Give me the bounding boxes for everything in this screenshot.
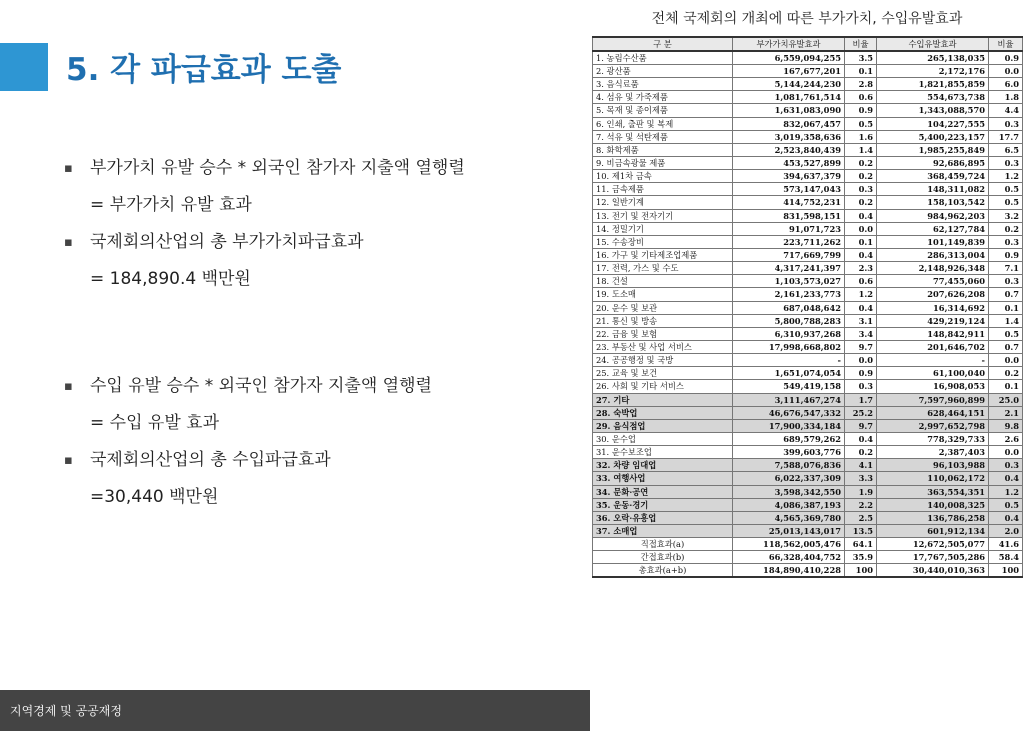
cell-import-ratio: 4.4 [989,104,1023,117]
bullet-total-value-added-amount: = 184,890.4 백만원 [90,269,251,289]
cell-category: 36. 오락·유흥업 [593,511,733,524]
cell-import: 148,842,911 [877,327,989,340]
cell-value-added: 91,071,723 [733,222,845,235]
cell-import: 1,821,855,859 [877,78,989,91]
table-row [593,564,1023,578]
table-row [593,248,1023,261]
cell-category: 5. 목재 및 종이제품 [593,104,733,117]
cell-value-added-ratio: 4.1 [845,459,877,472]
cell-category: 20. 운수 및 보관 [593,301,733,314]
cell-value-added-ratio: 0.4 [845,301,877,314]
cell-import: 363,554,351 [877,485,989,498]
cell-category: 32. 차량 임대업 [593,459,733,472]
cell-import-ratio: 0.7 [989,288,1023,301]
cell-import: 104,227,555 [877,117,989,130]
cell-value-added: 118,562,005,476 [733,538,845,551]
cell-value-added: 6,559,094,255 [733,51,845,65]
table-row [593,91,1023,104]
table-row [593,406,1023,419]
footer-bar [0,690,590,731]
cell-import: 158,103,542 [877,196,989,209]
table-row [593,446,1023,459]
cell-value-added: 689,579,262 [733,432,845,445]
cell-value-added: 17,998,668,802 [733,340,845,353]
cell-category: 30. 운수업 [593,432,733,445]
cell-import-ratio: 0.7 [989,340,1023,353]
header-category: 구 분 [593,37,733,51]
cell-value-added-ratio: 0.5 [845,117,877,130]
cell-value-added-ratio: 9.7 [845,419,877,432]
bullet-spacer [64,298,584,368]
cell-category: 28. 숙박업 [593,406,733,419]
table-body [593,51,1023,577]
cell-category: 31. 운수보조업 [593,446,733,459]
cell-value-added: 1,081,761,514 [733,91,845,104]
cell-value-added-ratio: 0.4 [845,248,877,261]
cell-value-added: 3,598,342,550 [733,485,845,498]
cell-import-ratio: 0.4 [989,472,1023,485]
table-row [593,380,1023,393]
cell-category: 9. 비금속광물 제품 [593,156,733,169]
cell-import-ratio: 0.4 [989,511,1023,524]
cell-value-added: 831,598,151 [733,209,845,222]
cell-value-added-ratio: 3.5 [845,51,877,65]
table-row [593,419,1023,432]
cell-import-ratio: 0.9 [989,248,1023,261]
cell-value-added: 394,637,379 [733,170,845,183]
cell-value-added-ratio: 1.9 [845,485,877,498]
table-row [593,222,1023,235]
cell-category: 4. 섬유 및 가죽제품 [593,91,733,104]
cell-import: 2,387,403 [877,446,989,459]
table-row [593,393,1023,406]
table-row [593,51,1023,65]
cell-import-ratio: 0.3 [989,156,1023,169]
cell-value-added: 184,890,410,228 [733,564,845,578]
cell-value-added-ratio: 25.2 [845,406,877,419]
cell-category: 18. 건설 [593,275,733,288]
cell-category: 24. 공공행정 및 국방 [593,354,733,367]
cell-value-added-ratio: 3.3 [845,472,877,485]
cell-value-added: 7,588,076,836 [733,459,845,472]
cell-category: 12. 일반기계 [593,196,733,209]
table-row [593,78,1023,91]
cell-category: 34. 문화·공연 [593,485,733,498]
cell-import: - [877,354,989,367]
cell-import-ratio: 6.5 [989,143,1023,156]
cell-value-added-ratio: 64.1 [845,538,877,551]
cell-value-added: 3,019,358,636 [733,130,845,143]
cell-import-ratio: 0.0 [989,446,1023,459]
cell-value-added-ratio: 1.6 [845,130,877,143]
cell-import-ratio: 6.0 [989,78,1023,91]
cell-import-ratio: 1.2 [989,485,1023,498]
bullet-import-formula: ▪ 수입 유발 승수 * 외국인 참가자 지출액 열행렬 [64,368,584,405]
cell-value-added-ratio: 100 [845,564,877,578]
cell-category: 11. 금속제품 [593,183,733,196]
cell-import-ratio: 0.0 [989,65,1023,78]
cell-import: 17,767,505,286 [877,551,989,564]
cell-import: 265,138,035 [877,51,989,65]
cell-import: 601,912,134 [877,524,989,537]
cell-import-ratio: 0.3 [989,459,1023,472]
cell-import-ratio: 0.0 [989,354,1023,367]
cell-import-ratio: 1.8 [989,91,1023,104]
cell-category: 총효과(a+b) [593,564,733,578]
header-value-added: 부가가치유발효과 [733,37,845,51]
cell-import-ratio: 1.2 [989,170,1023,183]
table-row [593,367,1023,380]
cell-import-ratio: 0.3 [989,275,1023,288]
cell-import-ratio: 2.0 [989,524,1023,537]
table-row [593,117,1023,130]
cell-import-ratio: 0.2 [989,222,1023,235]
cell-value-added-ratio: 0.6 [845,91,877,104]
table-row [593,130,1023,143]
cell-category: 2. 광산품 [593,65,733,78]
cell-import-ratio: 25.0 [989,393,1023,406]
bullet-value-added-formula: ▪ 부가가치 유발 승수 * 외국인 참가자 지출액 열행렬 [64,150,584,187]
cell-import-ratio: 0.5 [989,498,1023,511]
cell-value-added: 453,527,899 [733,156,845,169]
cell-import: 778,329,733 [877,432,989,445]
cell-import-ratio: 0.5 [989,196,1023,209]
cell-category: 37. 소매업 [593,524,733,537]
cell-category: 19. 도소매 [593,288,733,301]
cell-category: 35. 운동·경기 [593,498,733,511]
cell-import-ratio: 41.6 [989,538,1023,551]
cell-value-added: 687,048,642 [733,301,845,314]
cell-value-added-ratio: 1.4 [845,143,877,156]
cell-import: 96,103,988 [877,459,989,472]
table-row [593,183,1023,196]
cell-value-added-ratio: 0.3 [845,380,877,393]
bullet-total-import-amount: =30,440 백만원 [90,487,219,507]
cell-import: 2,148,926,348 [877,262,989,275]
cell-value-added-ratio: 1.2 [845,288,877,301]
cell-value-added: 5,800,788,283 [733,314,845,327]
cell-value-added-ratio: 9.7 [845,340,877,353]
table-row [593,235,1023,248]
cell-import: 2,997,652,798 [877,419,989,432]
cell-category: 16. 가구 및 기타제조업제품 [593,248,733,261]
table-row [593,524,1023,537]
cell-category: 6. 인쇄, 출판 및 복제 [593,117,733,130]
table-header-row [593,37,1023,51]
cell-category: 14. 정밀기기 [593,222,733,235]
cell-value-added-ratio: 0.2 [845,156,877,169]
cell-value-added: 167,677,201 [733,65,845,78]
cell-import-ratio: 2.6 [989,432,1023,445]
table-row [593,551,1023,564]
cell-value-added-ratio: 2.2 [845,498,877,511]
cell-value-added-ratio: 35.9 [845,551,877,564]
cell-category: 25. 교육 및 보건 [593,367,733,380]
table-row [593,262,1023,275]
cell-value-added-ratio: 0.3 [845,183,877,196]
cell-value-added-ratio: 0.2 [845,170,877,183]
cell-import-ratio: 0.9 [989,51,1023,65]
cell-import: 429,219,124 [877,314,989,327]
cell-import: 61,100,040 [877,367,989,380]
cell-import: 201,646,702 [877,340,989,353]
cell-value-added-ratio: 2.5 [845,511,877,524]
cell-value-added: 4,565,369,780 [733,511,845,524]
cell-category: 13. 전기 및 전자기기 [593,209,733,222]
cell-value-added: - [733,354,845,367]
cell-import: 207,626,208 [877,288,989,301]
cell-import: 286,313,004 [877,248,989,261]
cell-value-added-ratio: 3.1 [845,314,877,327]
table-row [593,143,1023,156]
cell-category: 1. 농림수산품 [593,51,733,65]
table-row [593,275,1023,288]
cell-value-added: 717,669,799 [733,248,845,261]
cell-value-added-ratio: 0.0 [845,222,877,235]
cell-value-added: 6,022,337,309 [733,472,845,485]
cell-value-added-ratio: 0.1 [845,65,877,78]
cell-import-ratio: 100 [989,564,1023,578]
cell-import: 7,597,960,899 [877,393,989,406]
table-row [593,538,1023,551]
cell-import-ratio: 0.2 [989,367,1023,380]
cell-value-added-ratio: 0.4 [845,432,877,445]
cell-import-ratio: 0.3 [989,235,1023,248]
table-row [593,327,1023,340]
cell-import-ratio: 0.3 [989,117,1023,130]
cell-category: 7. 석유 및 석탄제품 [593,130,733,143]
cell-import-ratio: 0.1 [989,380,1023,393]
cell-category: 3. 음식료품 [593,78,733,91]
cell-import: 101,149,839 [877,235,989,248]
cell-import: 77,455,060 [877,275,989,288]
cell-import-ratio: 17.7 [989,130,1023,143]
cell-value-added: 4,317,241,397 [733,262,845,275]
cell-value-added: 1,103,573,027 [733,275,845,288]
table-row [593,209,1023,222]
cell-import: 30,440,010,363 [877,564,989,578]
cell-value-added-ratio: 0.4 [845,209,877,222]
cell-import: 148,311,082 [877,183,989,196]
cell-import: 140,008,325 [877,498,989,511]
cell-import: 16,314,692 [877,301,989,314]
cell-import-ratio: 0.5 [989,327,1023,340]
cell-category: 간접효과(b) [593,551,733,564]
cell-import: 368,459,724 [877,170,989,183]
cell-value-added: 17,900,334,184 [733,419,845,432]
cell-value-added-ratio: 2.8 [845,78,877,91]
table-row [593,196,1023,209]
table-row [593,314,1023,327]
cell-value-added: 414,752,231 [733,196,845,209]
cell-import-ratio: 7.1 [989,262,1023,275]
cell-import: 5,400,223,157 [877,130,989,143]
cell-import: 1,985,255,849 [877,143,989,156]
cell-value-added: 25,013,143,017 [733,524,845,537]
cell-value-added-ratio: 0.6 [845,275,877,288]
table-row [593,459,1023,472]
cell-import: 92,686,895 [877,156,989,169]
title-accent-bar [0,43,48,91]
effects-table [592,36,1023,578]
table-row [593,156,1023,169]
cell-value-added-ratio: 0.2 [845,196,877,209]
cell-value-added-ratio: 2.3 [845,262,877,275]
cell-value-added: 3,111,467,274 [733,393,845,406]
slide-title: 5. 각 파급효과 도출 [66,52,342,88]
cell-import-ratio: 2.1 [989,406,1023,419]
cell-import: 62,127,784 [877,222,989,235]
header-import: 수입유발효과 [877,37,989,51]
bullet-import-result: = 수입 유발 효과 [90,413,219,433]
cell-value-added: 2,161,233,773 [733,288,845,301]
bullet-total-import-label: ▪ 국제회의산업의 총 수입파급효과 [64,442,584,479]
cell-import: 554,673,738 [877,91,989,104]
cell-import: 1,343,088,570 [877,104,989,117]
cell-value-added: 4,086,387,193 [733,498,845,511]
table-row [593,485,1023,498]
cell-value-added: 2,523,840,439 [733,143,845,156]
cell-value-added: 399,603,776 [733,446,845,459]
cell-value-added: 46,676,547,332 [733,406,845,419]
cell-import-ratio: 0.1 [989,301,1023,314]
cell-value-added-ratio: 0.0 [845,354,877,367]
cell-import: 12,672,505,077 [877,538,989,551]
cell-import-ratio: 1.4 [989,314,1023,327]
table-row [593,301,1023,314]
cell-category: 26. 사회 및 기타 서비스 [593,380,733,393]
table-row [593,472,1023,485]
cell-value-added-ratio: 0.2 [845,446,877,459]
cell-value-added: 1,651,074,054 [733,367,845,380]
cell-import: 16,908,053 [877,380,989,393]
cell-category: 8. 화학제품 [593,143,733,156]
cell-category: 21. 통신 및 방송 [593,314,733,327]
cell-value-added-ratio: 0.9 [845,104,877,117]
cell-import-ratio: 0.5 [989,183,1023,196]
header-import-ratio: 비율 [989,37,1023,51]
footer-text: 지역경제 및 공공재정 [10,704,122,718]
cell-value-added: 223,711,262 [733,235,845,248]
cell-value-added-ratio: 0.9 [845,367,877,380]
cell-value-added-ratio: 13.5 [845,524,877,537]
cell-value-added: 1,631,083,090 [733,104,845,117]
cell-import: 136,786,258 [877,511,989,524]
cell-category: 23. 부동산 및 사업 서비스 [593,340,733,353]
cell-category: 27. 기타 [593,393,733,406]
table-row [593,104,1023,117]
cell-category: 33. 여행사업 [593,472,733,485]
cell-category: 10. 제1차 금속 [593,170,733,183]
cell-value-added-ratio: 0.1 [845,235,877,248]
cell-import: 628,464,151 [877,406,989,419]
bullet-list [64,150,584,516]
cell-import-ratio: 3.2 [989,209,1023,222]
table-row [593,170,1023,183]
cell-value-added: 573,147,043 [733,183,845,196]
cell-import: 2,172,176 [877,65,989,78]
header-value-added-ratio: 비율 [845,37,877,51]
cell-category: 22. 금융 및 보험 [593,327,733,340]
cell-category: 직접효과(a) [593,538,733,551]
cell-value-added-ratio: 1.7 [845,393,877,406]
cell-value-added-ratio: 3.4 [845,327,877,340]
cell-value-added: 832,067,457 [733,117,845,130]
cell-category: 15. 수송장비 [593,235,733,248]
bullet-value-added-result: = 부가가치 유발 효과 [90,195,252,215]
cell-value-added: 66,328,404,752 [733,551,845,564]
cell-import: 984,962,203 [877,209,989,222]
cell-category: 17. 전력, 가스 및 수도 [593,262,733,275]
cell-value-added: 6,310,937,268 [733,327,845,340]
table-row [593,65,1023,78]
cell-value-added: 5,144,244,230 [733,78,845,91]
cell-value-added: 549,419,158 [733,380,845,393]
table-row [593,354,1023,367]
table-caption: 전체 국제회의 개최에 따른 부가가치, 수입유발효과 [651,11,963,27]
table-row [593,432,1023,445]
bullet-total-value-added-label: ▪ 국제회의산업의 총 부가가치파급효과 [64,224,584,261]
cell-import-ratio: 9.8 [989,419,1023,432]
cell-import-ratio: 58.4 [989,551,1023,564]
table-row [593,498,1023,511]
cell-category: 29. 음식점업 [593,419,733,432]
table-row [593,511,1023,524]
table-row [593,340,1023,353]
table-row [593,288,1023,301]
cell-import: 110,062,172 [877,472,989,485]
